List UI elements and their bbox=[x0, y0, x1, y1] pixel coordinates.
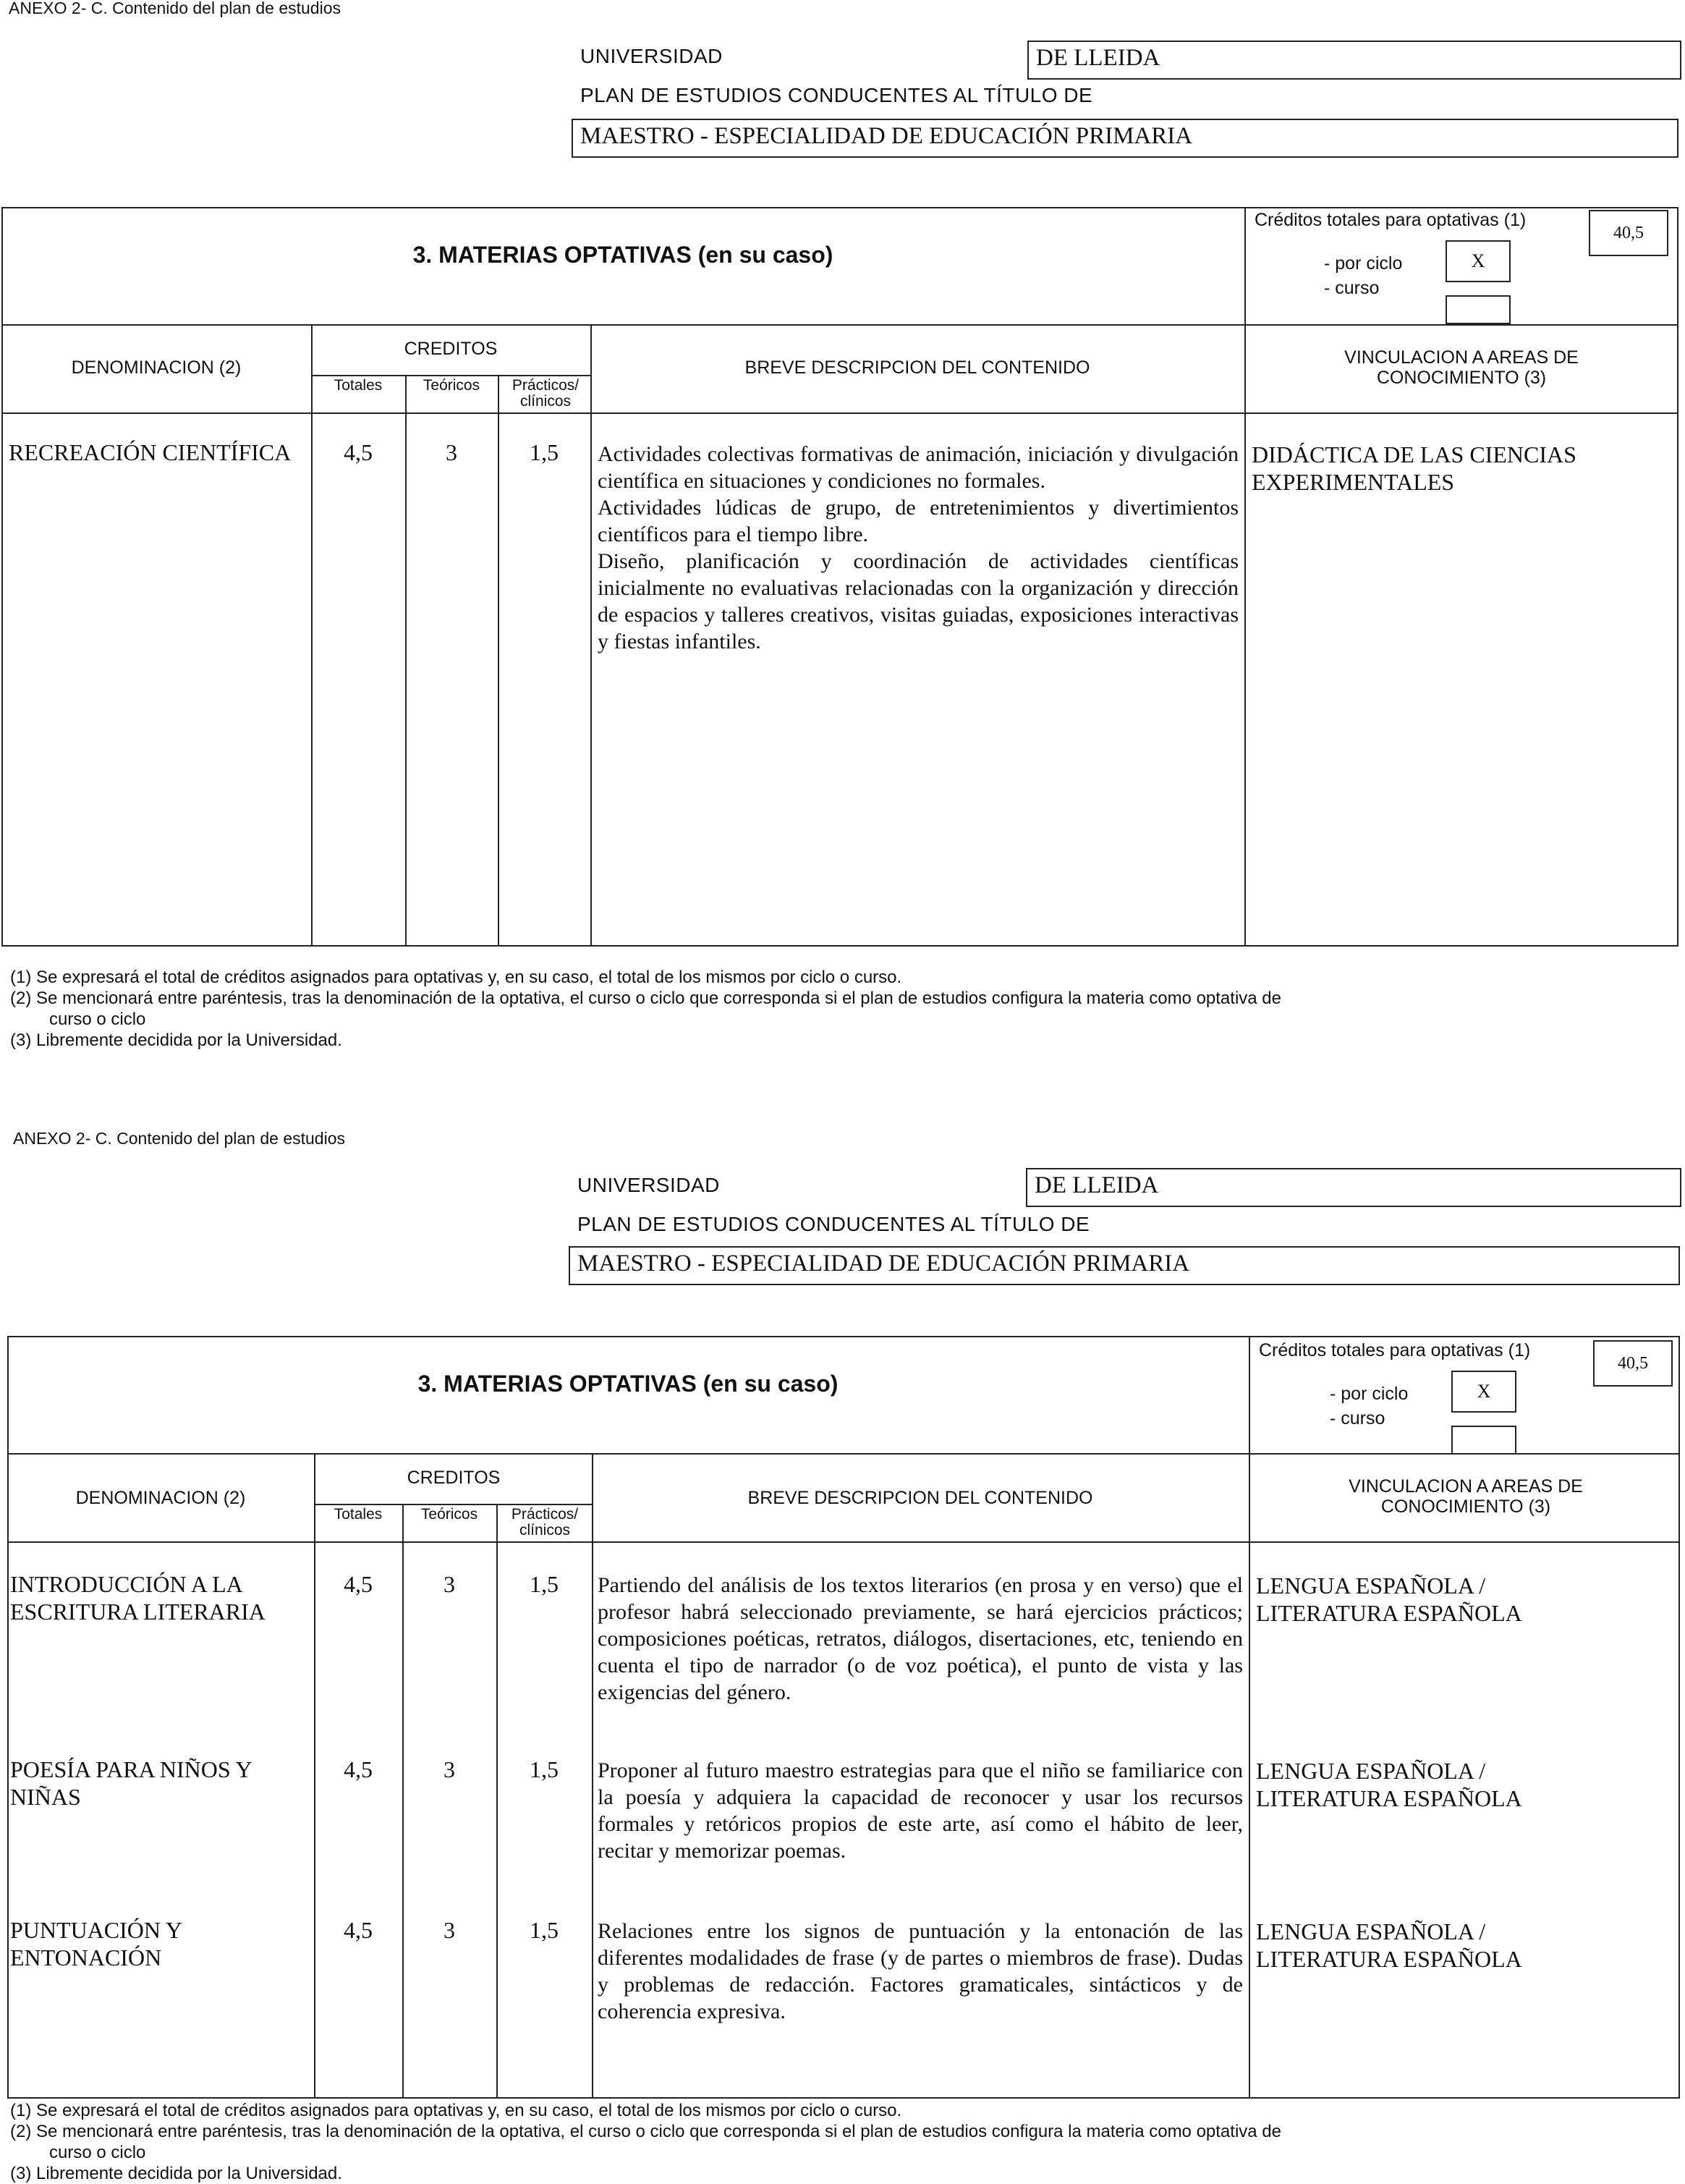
header-creditos: CREDITOS bbox=[404, 339, 498, 359]
header-teoricos: Teóricos bbox=[420, 1506, 478, 1523]
footnote: (1) Se expresará el total de créditos asignados para optativas y, en su caso, el total de los mismos por ciclo o curso. bbox=[10, 968, 902, 987]
section-title: 3. MATERIAS OPTATIVAS (en su caso) bbox=[417, 1371, 839, 1397]
row-teoricos: 3 bbox=[443, 1756, 455, 1782]
row-teoricos: 3 bbox=[443, 1917, 455, 1943]
universidad-label: UNIVERSIDAD bbox=[577, 1174, 720, 1196]
row-vinculacion: DIDÁCTICA DE LAS CIENCIAS EXPERIMENTALES bbox=[1252, 441, 1576, 495]
footnote: curso o ciclo bbox=[49, 1010, 146, 1029]
row-practicos: 1,5 bbox=[530, 439, 559, 465]
row-descripcion: Relaciones entre los signos de puntuación y la entonación de las diferentes modalidades de frase (y de partes o miembros de frase). Dudas y problemas de redacción. Factores gramaticales, sintácticos y de coherencia expresiva. bbox=[598, 1919, 1243, 2023]
header-descripcion: BREVE DESCRIPCION DEL CONTENIDO bbox=[747, 1488, 1093, 1508]
titulo-field: MAESTRO - ESPECIALIDAD DE EDUCACIÓN PRIMARIA bbox=[572, 119, 1678, 158]
row-vinculacion: LENGUA ESPAÑOLA / LITERATURA ESPAÑOLA bbox=[1256, 1758, 1522, 1811]
footnote: (3) Libremente decidida por la Universidad. bbox=[10, 2164, 342, 2183]
row-totales: 4,5 bbox=[344, 439, 373, 465]
universidad-field: DE LLEIDA bbox=[1026, 1168, 1681, 1207]
divider bbox=[1249, 1336, 1250, 2099]
divider bbox=[311, 324, 313, 947]
curso-label: - curso bbox=[1324, 278, 1380, 298]
footnote: curso o ciclo bbox=[49, 2143, 146, 2162]
header-totales: Totales bbox=[334, 377, 383, 394]
curso-box bbox=[1451, 1426, 1516, 1455]
row-totales: 4,5 bbox=[344, 1917, 373, 1943]
creditos-totales-label: Créditos totales para optativas (1) bbox=[1259, 1340, 1531, 1360]
footnote: (1) Se expresará el total de créditos asignados para optativas y, en su caso, el total de los mismos por ciclo o curso. bbox=[10, 2101, 902, 2120]
row-practicos: 1,5 bbox=[530, 1756, 559, 1782]
divider bbox=[592, 1453, 593, 2099]
divider bbox=[311, 375, 590, 376]
row-practicos: 1,5 bbox=[530, 1917, 559, 1943]
anexo-heading: ANEXO 2- C. Contenido del plan de estudios bbox=[9, 0, 341, 17]
row-vinculacion: LENGUA ESPAÑOLA / LITERATURA ESPAÑOLA bbox=[1256, 1573, 1522, 1626]
header-descripcion: BREVE DESCRIPCION DEL CONTENIDO bbox=[744, 357, 1090, 378]
row-denominacion: INTRODUCCIÓN A LA ESCRITURA LITERARIA bbox=[10, 1571, 266, 1625]
curso-box bbox=[1446, 295, 1511, 324]
header-creditos: CREDITOS bbox=[407, 1468, 501, 1488]
footnotes bbox=[10, 967, 1281, 1051]
header-teoricos: Teóricos bbox=[423, 377, 480, 394]
anexo-heading: ANEXO 2- C. Contenido del plan de estudios bbox=[13, 1129, 345, 1148]
header-practicos: Prácticos/ clínicos bbox=[511, 1506, 579, 1538]
row-descripcion: Actividades colectivas formativas de animación, iniciación y divulgación científica en situaciones y condiciones no formales. Actividades lúdicas de grupo, de entretenimientos y divertimientos científicos para el tiempo libre. Diseño, planificación y coordinación de actividades científicas inicialmente no evaluativas relacionadas con la organización y dirección de espacios y talleres creativos, visitas guiadas, exposiciones interactivas y fiestas infantiles. bbox=[598, 442, 1239, 653]
divider bbox=[1, 412, 1678, 414]
plan-label: PLAN DE ESTUDIOS CONDUCENTES AL TÍTULO DE bbox=[580, 84, 1093, 106]
header-denominacion: DENOMINACION (2) bbox=[75, 1488, 246, 1508]
header-vinculacion: VINCULACION A AREAS DE CONOCIMIENTO (3) bbox=[1344, 347, 1579, 388]
plan-label: PLAN DE ESTUDIOS CONDUCENTES AL TÍTULO DE bbox=[577, 1213, 1090, 1235]
row-descripcion: Proponer al futuro maestro estrategias para que el niño se familiarice con la poesía y adquiera la capacidad de reconocer y usar los recursos formales y retóricos propios de este arte, así como el hábito de leer, recitar y memorizar poemas. bbox=[598, 1758, 1243, 1863]
creditos-totales-box: 40,5 bbox=[1593, 1340, 1673, 1387]
header-totales: Totales bbox=[334, 1506, 383, 1523]
row-practicos: 1,5 bbox=[530, 1571, 559, 1597]
row-denominacion: RECREACIÓN CIENTÍFICA bbox=[9, 439, 292, 465]
universidad-label: UNIVERSIDAD bbox=[580, 45, 723, 67]
footnote: (3) Libremente decidida por la Universidad. bbox=[10, 1030, 342, 1050]
row-denominacion: POESÍA PARA NIÑOS Y NIÑAS bbox=[10, 1756, 252, 1810]
row-teoricos: 3 bbox=[443, 1571, 455, 1597]
row-totales: 4,5 bbox=[344, 1756, 373, 1782]
titulo-field: MAESTRO - ESPECIALIDAD DE EDUCACIÓN PRIMARIA bbox=[569, 1246, 1680, 1285]
curso-label: - curso bbox=[1330, 1408, 1385, 1429]
section-title: 3. MATERIAS OPTATIVAS (en su caso) bbox=[412, 242, 833, 268]
footnotes bbox=[10, 2100, 1281, 2184]
footnote: (2) Se mencionará entre paréntesis, tras la denominación de la optativa, el curso o ciclo que corresponda si el plan de estudios configura la materia como optativa de bbox=[10, 989, 1281, 1008]
creditos-totales-box: 40,5 bbox=[1589, 210, 1668, 256]
row-denominacion: PUNTUACIÓN Y ENTONACIÓN bbox=[10, 1917, 182, 1971]
por-ciclo-label: - por ciclo bbox=[1330, 1384, 1409, 1404]
divider bbox=[590, 324, 592, 947]
row-totales: 4,5 bbox=[344, 1571, 373, 1597]
divider bbox=[7, 1541, 1680, 1543]
por-ciclo-box: X bbox=[1451, 1371, 1516, 1413]
header-denominacion: DENOMINACION (2) bbox=[71, 357, 242, 378]
creditos-totales-label: Créditos totales para optativas (1) bbox=[1255, 210, 1527, 230]
row-teoricos: 3 bbox=[446, 439, 457, 465]
row-vinculacion: LENGUA ESPAÑOLA / LITERATURA ESPAÑOLA bbox=[1256, 1918, 1522, 1972]
divider bbox=[1244, 207, 1246, 947]
header-vinculacion: VINCULACION A AREAS DE CONOCIMIENTO (3) bbox=[1349, 1476, 1583, 1517]
header-practicos: Prácticos/ clínicos bbox=[512, 377, 580, 410]
row-descripcion: Partiendo del análisis de los textos literarios (en prosa y en verso) que el profesor habrá seleccionado previamente, se hará ejercicios prácticos; composiciones poéticas, retratos, diálogos, disertaciones, etc, teniendo en cuenta el tipo de narrador (o de voz poética), el punto de vista y las exigencias del género. bbox=[598, 1573, 1243, 1704]
footnote: (2) Se mencionará entre paréntesis, tras la denominación de la optativa, el curso o ciclo que corresponda si el plan de estudios configura la materia como optativa de bbox=[10, 2122, 1281, 2141]
divider bbox=[1, 324, 1678, 326]
divider bbox=[314, 1504, 593, 1505]
por-ciclo-box: X bbox=[1446, 240, 1511, 282]
por-ciclo-label: - por ciclo bbox=[1324, 253, 1403, 274]
universidad-field: DE LLEIDA bbox=[1027, 41, 1681, 80]
divider bbox=[7, 1453, 1680, 1455]
